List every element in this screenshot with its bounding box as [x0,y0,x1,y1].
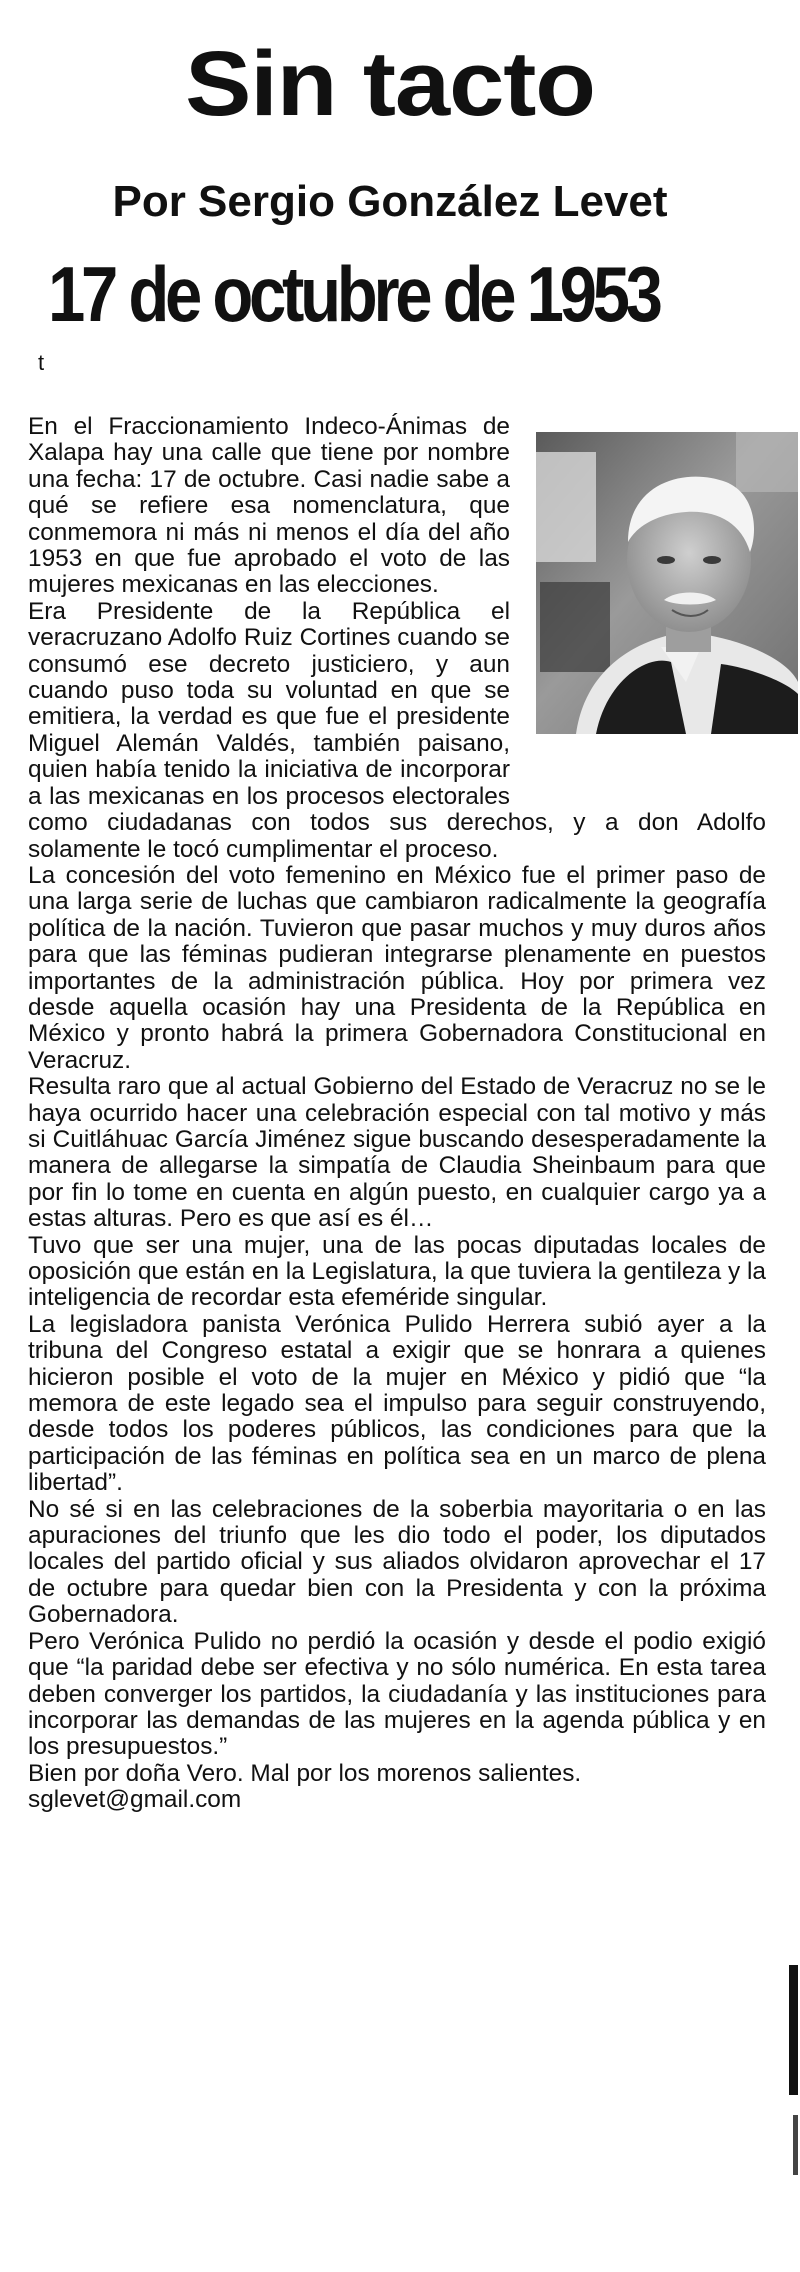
article-body [28,414,766,1814]
paragraph: Resulta raro que al actual Gobierno del Estado de Veracruz no se le haya ocurrido hacer una celebración especial con tal motivo y más si Cuitláhuac García Jiménez sigue buscando desesperadamente la manera de allegarse la simpatía de Claudia Sheinbaum para que por fin lo tome en cuenta en algún puesto, en cualquier cargo ya a estas alturas. Pero es que así es él… [28,1073,766,1233]
paragraph: Pero Verónica Pulido no perdió la ocasión y desde el podio exigió que “la paridad debe ser efectiva y no sólo numérica. En esta tarea deben converger los partidos, la ciudadanía y las instituciones para incorporar las demandas de las mujeres en la agenda pública y en los presupuestos.” [28,1627,766,1761]
byline: Por Sergio González Levet [112,177,668,226]
stray-character: t [38,350,45,375]
paragraph: La concesión del voto femenino en México fue el primer paso de una larga serie de luchas que cambiaron radicalmente la geografía política de la nación. Tuvieron que pasar muchos y muy duros años para que las féminas pudieran integrarse plenamente en puestos importantes de la administración pública. Hoy por primera vez desde aquella ocasión hay una Presidenta de la República en México y pronto habrá la primera Gobernadora Constitucional en Veracruz. [28,861,766,1074]
page-edge-mark [793,2115,798,2175]
paragraph: No sé si en las celebraciones de la soberbia mayoritaria o en las apuraciones del triunfo que les dio todo el poder, los diputados locales del partido oficial y sus aliados olvidaron aprovechar el 17 de octubre para quedar bien con la Presidenta y con la próxima Gobernadora. [28,1495,766,1629]
paragraph: Bien por doña Vero. Mal por los morenos salientes. [28,1759,582,1787]
article-headline: 17 de octubre de 1953 [48,250,659,338]
paragraph: Tuvo que ser una mujer, una de las pocas diputadas locales de oposición que están en la Legislatura, la que tuviera la gentileza y la inteligencia de recordar esta efeméride singular. [28,1231,766,1312]
paragraph: La legisladora panista Verónica Pulido Herrera subió ayer a la tribuna del Congreso estatal a exigir que se honrara a quienes hicieron posible el voto de la mujer en México y pidió que “la memora de este legado sea el impulso para seguir construyendo, desde todos los poderes públicos, las condiciones para que la participación de las féminas en política sea en un marco de plena libertad”. [28,1310,766,1497]
column-title: Sin tacto [185,33,595,135]
author-email: sglevet@gmail.com [28,1786,242,1814]
page-edge-mark [789,1965,798,2095]
photo-text-wrap-spacer [510,414,766,784]
paragraph: Era Presidente de la República el veracruzano Adolfo Ruiz Cortines cuando se consumó ese decreto justiciero, y aun cuando puso toda su voluntad en que se emitiera, la verdad es que fue el presidente Miguel Alemán Valdés, también paisano, quien había tenido la iniciativa de incorporar a las mexicanas en los procesos electorales como ciudadanas con todos sus derechos, y a don Adolfo solamente le tocó cumplimentar el proceso. [28,597,766,863]
paragraph: En el Fraccionamiento Indeco-Ánimas de Xalapa hay una calle que tiene por nombre una fecha: 17 de octubre. Casi nadie sabe a qué se refiere esa nomenclatura, que conmemora ni más ni menos el día del año 1953 en que fue aprobado el voto de las mujeres mexicanas en las elecciones. [28,413,510,599]
